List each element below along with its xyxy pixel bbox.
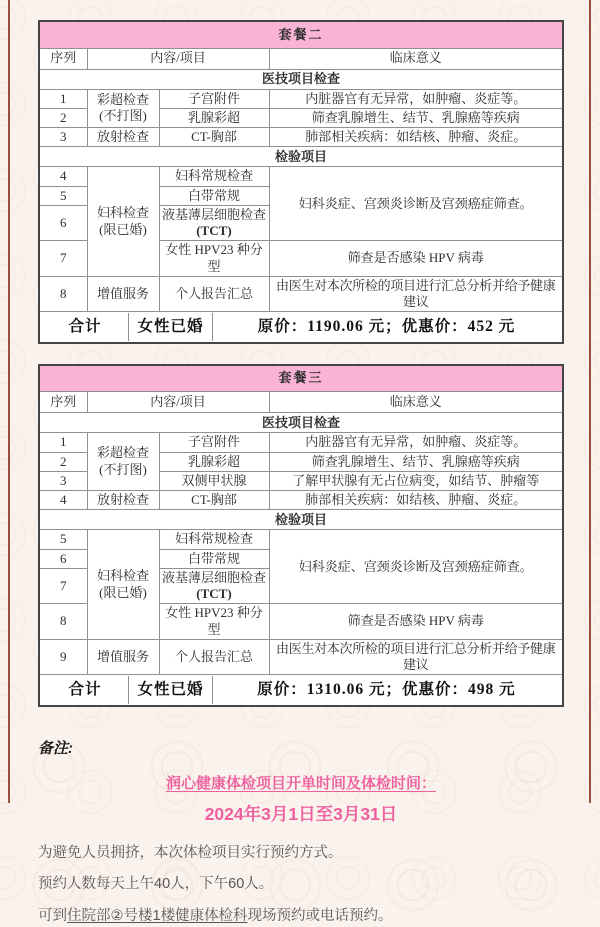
note-line: 预约人数每天上午40人，下午60人。 — [38, 876, 274, 893]
gyn-category-cell — [87, 530, 159, 640]
meaning-cell: 内脏器官有无异常，如肿瘤、炎症等。 — [269, 89, 563, 108]
medtech-section-label: 医技项目检查 — [39, 413, 563, 433]
table-row — [39, 530, 563, 549]
total-group: 女性已婚 — [129, 313, 213, 341]
right-edge-line — [589, 0, 591, 803]
meaning-cell: 肺部相关疾病：如结核、肿瘤、炎症。 — [269, 128, 563, 147]
table-row — [39, 89, 563, 108]
location-underline: 住院部②号楼1楼健康体检科 — [67, 907, 248, 924]
category-line: (限已婚) — [99, 221, 147, 237]
note-line: 可到住院部②号楼1楼健康体检科现场预约或电话预约。 — [38, 907, 393, 924]
total-label: 合计 — [42, 676, 129, 704]
meaning-cell: 由医生对本次所检的项目进行汇总分析并给予健康建议 — [269, 639, 563, 675]
table-header-row — [39, 392, 563, 413]
radiology-category-cell: 放射检查 — [87, 491, 159, 510]
total-price: 原价：1310.06 元；优惠价：498 元 — [257, 681, 516, 699]
section-row — [39, 510, 563, 530]
item-cell: 女性 HPV23 种分型 — [159, 241, 269, 277]
seq-cell: 2 — [39, 108, 87, 127]
seq-cell: 2 — [39, 452, 87, 471]
meaning-cell: 妇科炎症、宫颈炎诊断及宫颈癌症筛查。 — [269, 167, 563, 241]
table-header-row — [39, 48, 563, 69]
table-row — [39, 491, 563, 510]
gyn-category-cell — [87, 167, 159, 277]
category-line: 彩超检查 — [96, 445, 149, 461]
seq-cell: 5 — [39, 530, 87, 549]
table-row — [39, 167, 563, 186]
item-cell: 白带常规 — [159, 186, 269, 205]
section-row — [39, 147, 563, 167]
item-line: (TCT) — [196, 586, 232, 601]
item-cell: 白带常规 — [159, 549, 269, 568]
category-line: (不打图) — [99, 108, 147, 124]
table-row — [39, 276, 563, 312]
seq-cell: 7 — [39, 241, 87, 277]
meaning-cell: 筛查乳腺增生、结节、乳腺癌等疾病 — [269, 452, 563, 471]
item-cell: 乳腺彩超 — [159, 108, 269, 127]
notes-section — [38, 737, 564, 927]
package3-table — [38, 364, 564, 707]
item-cell: CT-胸部 — [159, 491, 269, 510]
table-row — [39, 128, 563, 147]
radiology-category-cell: 放射检查 — [87, 128, 159, 147]
ultrasound-category-cell — [87, 433, 159, 491]
seq-cell: 5 — [39, 186, 87, 205]
seq-cell: 1 — [39, 433, 87, 452]
meaning-header: 临床意义 — [269, 48, 563, 69]
category-line: 妇科检查 — [96, 568, 149, 584]
item-cell: 子宫附件 — [159, 433, 269, 452]
table-title-row — [39, 365, 563, 392]
item-line: 液基薄层细胞检查 — [161, 569, 266, 585]
item-cell: CT-胸部 — [159, 128, 269, 147]
category-line: 妇科检查 — [96, 205, 149, 221]
seq-cell: 7 — [39, 568, 87, 604]
table-row — [39, 639, 563, 675]
checkup-time-title: 润心健康体检项目开单时间及体检时间： — [165, 774, 436, 792]
left-edge-line — [8, 0, 10, 803]
seq-cell: 1 — [39, 89, 87, 108]
section-row — [39, 69, 563, 89]
meaning-cell: 了解甲状腺有无占位病变，如结节、肿瘤等 — [269, 471, 563, 490]
seq-cell: 4 — [39, 491, 87, 510]
category-line: 彩超检查 — [96, 92, 149, 107]
seq-header: 序列 — [39, 48, 87, 69]
seq-header: 序列 — [39, 392, 87, 413]
item-cell: 乳腺彩超 — [159, 452, 269, 471]
note-line: 为避免人员拥挤，本次体检项目实行预约方式。 — [38, 844, 343, 861]
section-row — [39, 413, 563, 433]
item-cell: 妇科常规检查 — [159, 167, 269, 186]
meaning-cell: 筛查是否感染 HPV 病毒 — [269, 604, 563, 640]
category-line: (不打图) — [99, 461, 147, 477]
item-cell: 妇科常规检查 — [159, 530, 269, 549]
lab-section-label: 检验项目 — [39, 147, 563, 167]
medtech-section-label: 医技项目检查 — [39, 69, 563, 89]
meaning-cell: 筛查是否感染 HPV 病毒 — [269, 241, 563, 277]
meaning-cell: 由医生对本次所检的项目进行汇总分析并给予健康建议 — [269, 276, 563, 312]
seq-cell: 9 — [39, 639, 87, 675]
table-row — [39, 433, 563, 452]
seq-cell: 3 — [39, 128, 87, 147]
item-cell: 女性 HPV23 种分型 — [159, 604, 269, 640]
item-cell: 双侧甲状腺 — [159, 471, 269, 490]
meaning-cell: 肺部相关疾病：如结核、肿瘤、炎症。 — [269, 491, 563, 510]
table-title-row — [39, 21, 563, 48]
item-cell: 个人报告汇总 — [159, 276, 269, 312]
item-cell: 子宫附件 — [159, 89, 269, 108]
package2-table — [38, 20, 564, 344]
lab-section-label: 检验项目 — [39, 510, 563, 530]
value-category-cell: 增值服务 — [87, 276, 159, 312]
seq-cell: 6 — [39, 549, 87, 568]
total-price: 原价：1190.06 元；优惠价：452 元 — [257, 318, 516, 336]
page-content — [38, 0, 564, 927]
total-label: 合计 — [42, 313, 129, 341]
item-cell — [159, 568, 269, 604]
package2-title: 套餐二 — [39, 21, 563, 48]
item-cell — [159, 205, 269, 241]
item-cell: 个人报告汇总 — [159, 639, 269, 675]
package3-title: 套餐三 — [39, 365, 563, 392]
value-category-cell: 增值服务 — [87, 639, 159, 675]
item-line: (TCT) — [196, 223, 232, 238]
meaning-cell: 内脏器官有无异常，如肿瘤、炎症等。 — [269, 433, 563, 452]
content-header: 内容/项目 — [87, 48, 269, 69]
meaning-cell: 妇科炎症、宫颈炎诊断及宫颈癌症筛查。 — [269, 530, 563, 604]
seq-cell: 8 — [39, 604, 87, 640]
total-group: 女性已婚 — [129, 676, 213, 704]
meaning-cell: 筛查乳腺增生、结节、乳腺癌等疾病 — [269, 108, 563, 127]
seq-cell: 8 — [39, 276, 87, 312]
notes-label: 备注: — [38, 739, 73, 757]
category-line: (限已婚) — [99, 584, 147, 600]
seq-cell: 4 — [39, 167, 87, 186]
total-row — [39, 675, 563, 706]
checkup-date-range: 2024年3月1日至3月31日 — [204, 803, 398, 824]
total-row — [39, 312, 563, 343]
content-header: 内容/项目 — [87, 392, 269, 413]
seq-cell: 3 — [39, 471, 87, 490]
item-line: 液基薄层细胞检查 — [161, 206, 266, 222]
seq-cell: 6 — [39, 205, 87, 241]
ultrasound-category-cell — [87, 89, 159, 128]
meaning-header: 临床意义 — [269, 392, 563, 413]
